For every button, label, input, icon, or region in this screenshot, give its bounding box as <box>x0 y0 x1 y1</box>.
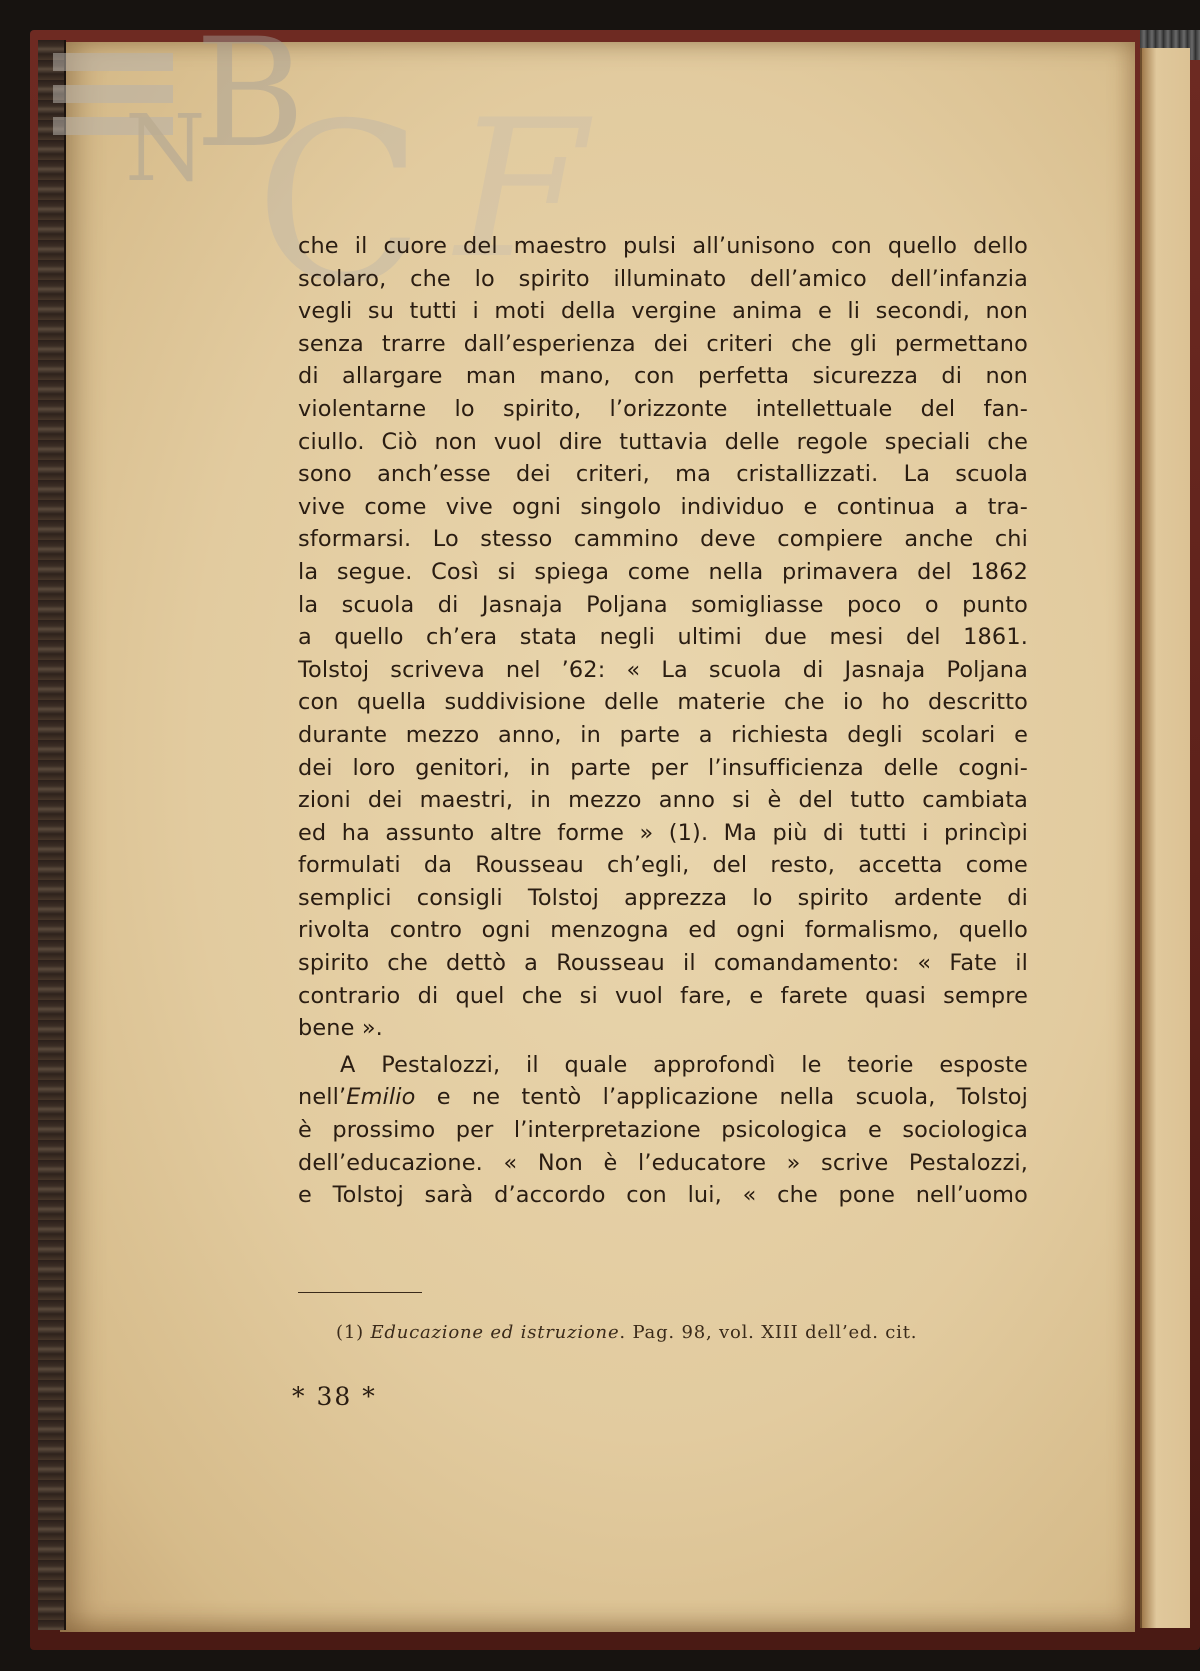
footnote-reference: . Pag. 98, vol. XIII dell’ed. cit. <box>619 1322 918 1343</box>
text-line: vegli su tutti i moti della vergine anima e li secondi, non <box>298 298 1028 325</box>
text-line: che il cuore del maestro pulsi all’unisono con quello dello <box>298 233 1028 259</box>
text-line: spirito che dettò a Rousseau il comandamento: « Fate il <box>298 950 1028 977</box>
text-line: la scuola di Jasnaja Poljana somigliasse poco o punto <box>298 591 1028 618</box>
footnote-separator <box>298 1292 422 1293</box>
page-number: * 38 * <box>292 1382 377 1411</box>
text-line: di allargare man mano, con perfetta sicurezza di non <box>298 363 1028 390</box>
text-line: Tolstoj scriveva nel ’62: « La scuola di Jasnaja Poljana <box>298 656 1028 683</box>
text-line: A Pestalozzi, il quale approfondì le teorie esposte <box>340 1051 1028 1078</box>
watermark-letter-f: F <box>455 79 587 300</box>
text-line: vive come vive ogni singolo individuo e continua a tra- <box>298 493 1028 520</box>
text-fragment: nell’ <box>298 1084 347 1111</box>
text-line: formulati da Rousseau ch’egli, del resto, accetta come <box>298 852 1028 879</box>
text-line: semplici consigli Tolstoj apprezza lo spirito ardente di <box>298 884 1028 911</box>
text-line: zioni dei maestri, in mezzo anno si è del tutto cambiata <box>298 787 1028 814</box>
next-page-edge <box>1140 48 1190 1628</box>
text-line: la segue. Così si spiega come nella primavera del 1862 <box>298 558 1028 585</box>
watermark-letter-b: B <box>195 25 306 181</box>
text-line: senza trarre dall’esperienza dei criteri che gli permettano <box>298 330 1028 357</box>
text-line-with-title <box>298 1081 1028 1114</box>
text-line: rivolta contro ogni menzogna ed ogni formalismo, quello <box>298 917 1028 944</box>
text-line: e Tolstoj sarà d’accordo con lui, « che pone nell’uomo <box>298 1182 1028 1209</box>
text-line: dell’educazione. « Non è l’educatore » scrive Pestalozzi, <box>298 1149 1028 1176</box>
text-line: violentarne lo spirito, l’orizzonte intellettuale del fan- <box>298 395 1028 422</box>
text-line: a quello ch’era stata negli ultimi due mesi del 1861. <box>298 624 1028 651</box>
text-line: è prossimo per l’interpretazione psicologica e sociologica <box>298 1117 1028 1144</box>
text-line: ed ha assunto altre forme » (1). Ma più di tutti i princìpi <box>298 819 1028 846</box>
watermark-letter-c: C <box>255 76 424 305</box>
text-line: con quella suddivisione delle materie che io ho descritto <box>298 689 1028 716</box>
text-line: scolaro, che lo spirito illuminato dell’amico dell’infanzia <box>298 265 1028 292</box>
text-line: bene ». <box>298 1015 383 1042</box>
body-text <box>298 230 1028 1212</box>
text-line: sono anch’esse dei criteri, ma cristallizzati. La scuola <box>298 461 1028 488</box>
watermark-letter-n: N <box>125 95 206 202</box>
footnote-title: Educazione ed istruzione <box>370 1322 620 1343</box>
text-fragment: e ne tentò l’applicazione nella scuola, Tolstoj <box>415 1084 1028 1111</box>
footnote <box>336 1322 1036 1343</box>
text-line: dei loro genitori, in parte per l’insufficienza delle cogni- <box>298 754 1028 781</box>
text-line: durante mezzo anno, in parte a richiesta degli scolari e <box>298 721 1028 748</box>
book-title-emilio: Emilio <box>346 1084 416 1111</box>
footnote-marker: (1) <box>336 1322 364 1343</box>
text-line: contrario di quel che si vuol fare, e farete quasi sempre <box>298 982 1028 1009</box>
text-line: sformarsi. Lo stesso cammino deve compiere anche chi <box>298 526 1028 553</box>
text-line: ciullo. Ciò non vuol dire tuttavia delle regole speciali che <box>298 428 1028 455</box>
